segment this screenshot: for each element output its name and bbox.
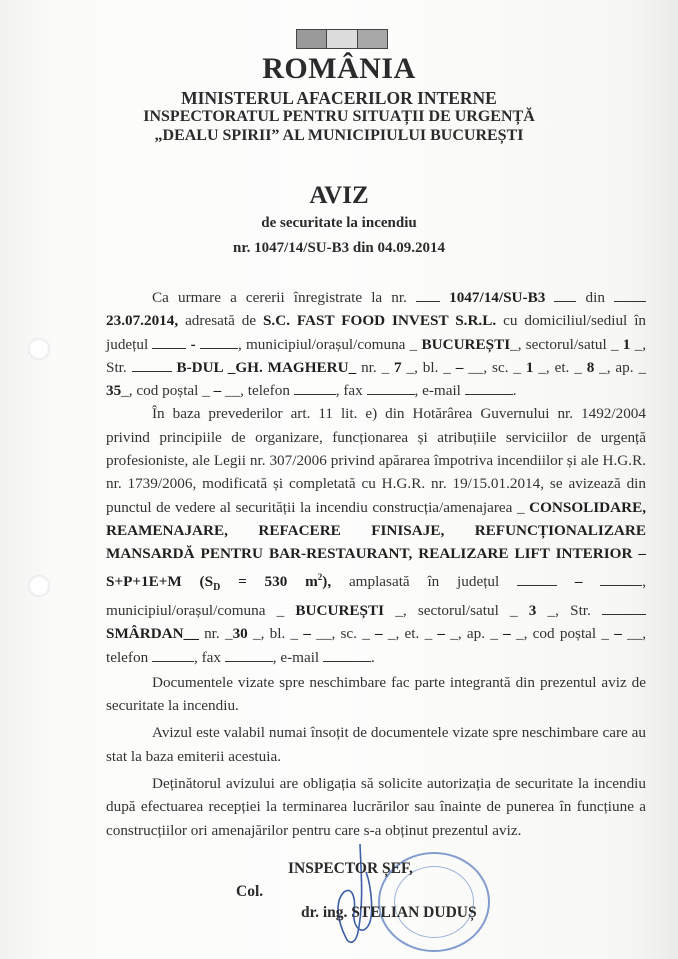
inspectorate-heading: INSPECTORATUL PENTRU SITUAȚII DE URGENȚĂ xyxy=(143,108,535,125)
signatory-rank: Col. xyxy=(236,883,264,900)
signatory-title: INSPECTOR ȘEF, xyxy=(288,860,413,877)
request-paragraph: Ca urmare a cererii înregistrate la nr. 1047/14/SU-B3 din 23.07.2014, adresată de S.C. FAST FOOD INVEST S.R.L. cu domiciliul/sediul în județul - , municipiul/orașul/comuna _ BUCUREȘTI_, sectorul/satul _ 1 _, Str. B-DUL _GH. MAGHERU_ nr. _ 7 _, bl. _ – __, sc. _ 1 _, et. _ 8 _, ap. _ 35_, cod poștal _ – __, telefon , fax , e-mail . xyxy=(106,289,647,400)
document-title: AVIZ xyxy=(309,182,369,209)
street: B-DUL _GH. MAGHERU_ xyxy=(176,358,357,376)
paragraph-documents: Documentele vizate spre neschimbare fac parte integrantă din prezentul aviz de securitate la incendiu. xyxy=(106,673,646,715)
handwritten-signature-icon xyxy=(330,842,390,952)
document-subtitle: de securitate la incendiu xyxy=(261,215,417,231)
paragraph-validity: Avizul este valabil numai însoțit de documentele vizate spre neschimbare care au stat la baza emiterii acestuia. xyxy=(106,724,646,765)
basis-paragraph: În baza prevederilor art. 11 lit. e) din Hotărârea Guvernului nr. 1492/2004 privind principiile de organizare, funcționarea și atribuțiile serviciilor de urgență profesioniste, ale Legii nr. 307/2006 privind apărarea împotriva incendiilor și ale H.G.R. nr. 1739/2006, modificată și completată cu H.G.R. nr. 19/15.01.2014, se avizează din punctul de vedere al securității la incendiu construcția/amenajarea _ CONSOLIDARE, REAMENAJARE, REFACERE FINISAJE, REFUNCȚIONALIZARE MANSARDĂ PENTRU BAR-RESTAURANT, REALIZARE LIFT INTERIOR – S+P+1E+M ($S_D = 530$ $m^2$), amplasată în județul – , municipiul/orașul/comuna _ BUCUREȘTI _, sectorul/satul _ 3 _, Str. SMÂRDAN__ nr. _30 _, bl. _ – __, sc. _ – _, et. _ – _, ap. _ – _, cod poștal _ – __, telefon , fax , e-mail . xyxy=(106,405,647,666)
applicant-name: S.C. FAST FOOD INVEST S.R.L. xyxy=(262,312,497,330)
registration-date: 23.07.2014, xyxy=(106,312,179,330)
approved-works: CONSOLIDARE, REAMENAJARE, REFACERE FINISAJE, REFUNCȚIONALIZARE MANSARDĂ PENTRU BAR-RESTAURANT, REALIZARE LIFT INTERIOR – S+P+1E+M xyxy=(106,498,647,590)
paragraph-obligation: Deținătorul avizului are obligația să solicite autorizația de securitate la incendiu după efectuarea recepției la terminarea lucrărilor sau înainte de punerea în funcțiune a construcțiilor ori amenajărilor pentru care s-a obținut prezentul aviz. xyxy=(106,775,646,839)
ministry-heading: MINISTERUL AFACERILOR INTERNE xyxy=(181,88,497,108)
registration-number: 1047/14/SU-B3 xyxy=(449,289,546,306)
country-heading: ROMÂNIA xyxy=(262,52,416,85)
punch-hole xyxy=(28,338,50,360)
municipality: BUCUREȘTI xyxy=(421,335,511,353)
romanian-flag-icon xyxy=(296,29,388,49)
document-number: nr. 1047/14/SU-B3 din 04.09.2014 xyxy=(233,240,445,256)
signatory-name: dr. ing. STELIAN DUDUȘ xyxy=(301,904,477,921)
document-body xyxy=(106,286,646,842)
unit-heading: „DEALU SPIRII” AL MUNICIPIULUI BUCUREȘTI xyxy=(154,127,524,144)
punch-hole xyxy=(28,575,50,597)
